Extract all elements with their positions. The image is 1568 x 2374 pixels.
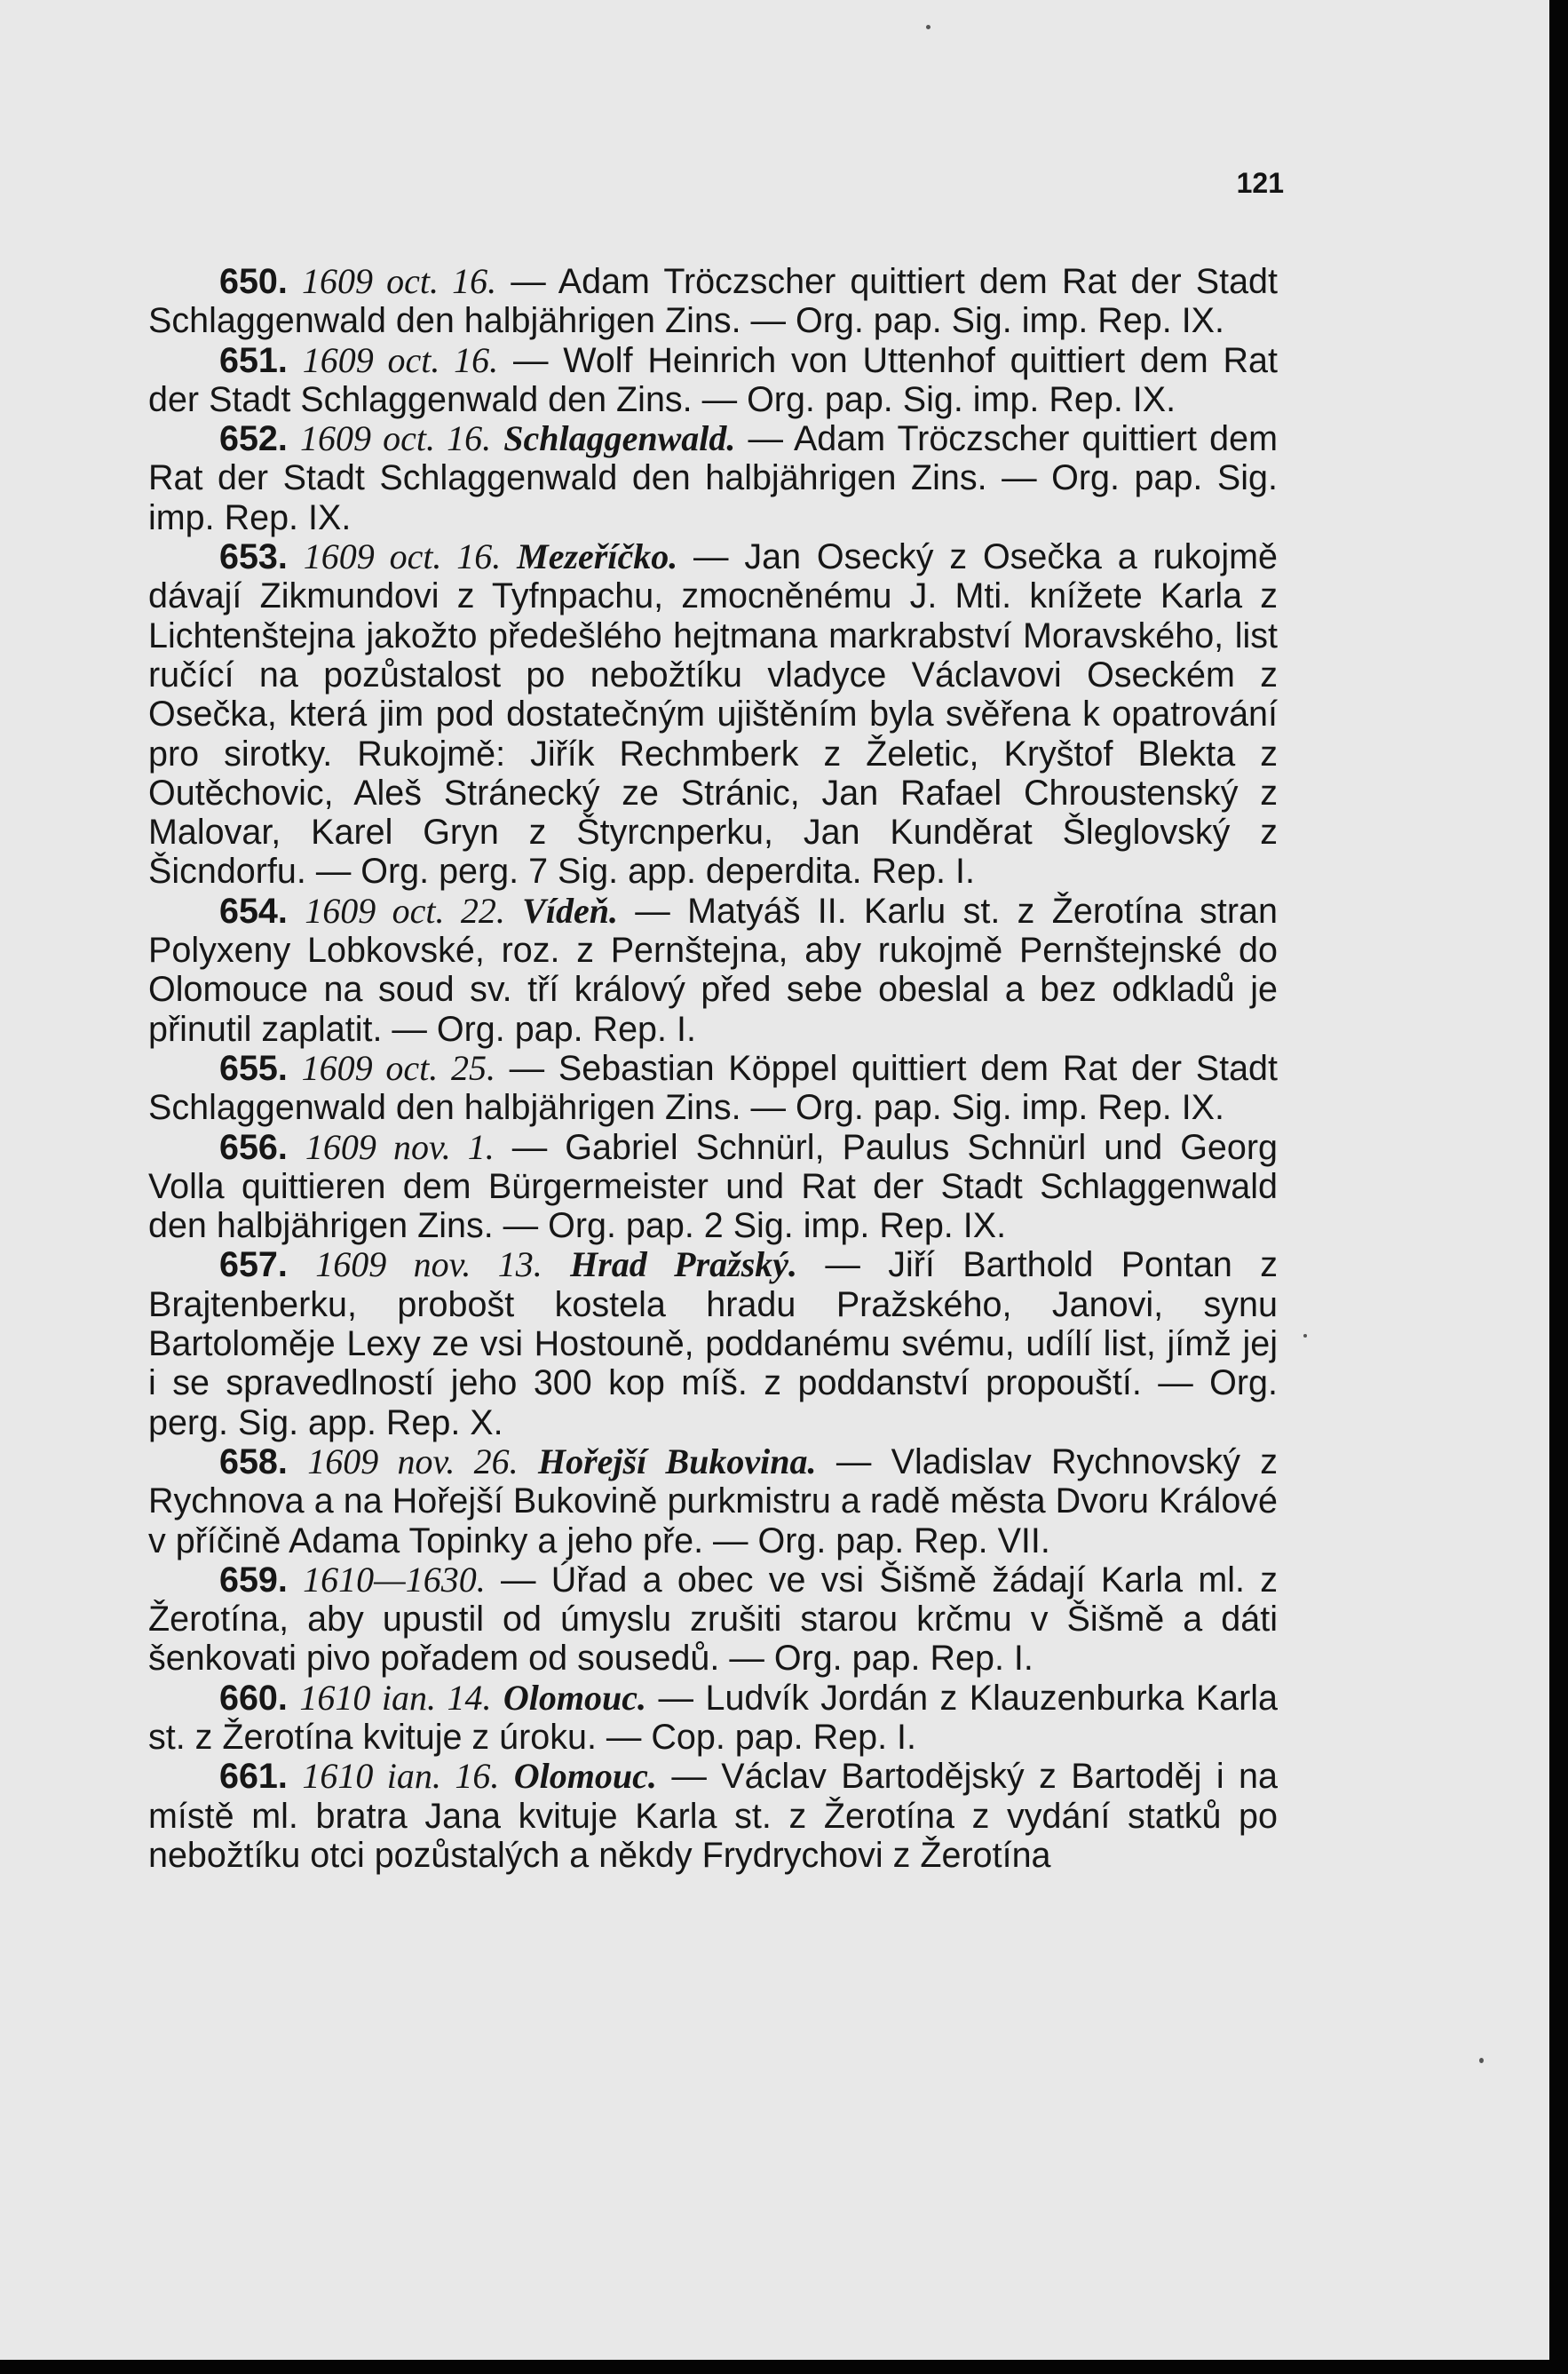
entry-text: — Úřad a obec ve vsi Šišmě žádají Karla ml. z Žerotína, aby upustil od úmyslu zrušiti starou krčmu v Šišmě a dáti šenkovati pivo pořadem od sousedů. — Org. pap. Rep. I.: [148, 1560, 1278, 1679]
entry-place: Schlaggenwald.: [503, 418, 736, 459]
entry-text: — Vladislav Rychnovský z Rychnova a na Hořejší Bukovině purkmistru a radě města Dvoru Králové v příčině Adama Topinky a jeho pře. — Org. pap. Rep. VII.: [148, 1441, 1278, 1560]
entry-653: [148, 537, 1278, 892]
page-number: 121: [1236, 167, 1284, 199]
entry-text: — Sebastian Köppel quittiert dem Rat der Stadt Schlaggenwald den halbjährigen Zins. — Org. pap. Sig. imp. Rep. IX.: [148, 1048, 1278, 1128]
entry-number: 654.: [219, 891, 288, 931]
entry-text: — Matyáš II. Karlu st. z Žerotína stran Polyxeny Lobkovské, roz. z Pernštejna, aby rukojmě Pernštejnské do Olomouce na soud sv. tří králový před sebe obeslal a bez odkladů je přinutil zaplatit. — Org. pap. Rep. I.: [148, 891, 1278, 1049]
entry-number: 650.: [219, 262, 288, 301]
entry-number: 653.: [219, 537, 288, 577]
entry-text: — Ludvík Jordán z Klauzenburka Karla st. z Žerotína kvituje z úroku. — Cop. pap. Rep. I.: [148, 1678, 1278, 1757]
entry-place: Mezeříčko.: [517, 536, 678, 577]
entry-number: 651.: [219, 340, 288, 380]
entry-656: [148, 1128, 1278, 1246]
entry-658: [148, 1442, 1278, 1560]
entry-number: 656.: [219, 1127, 288, 1167]
entry-660: [148, 1679, 1278, 1758]
paper-speck: [1479, 2058, 1484, 2063]
paper-speck: [926, 25, 931, 29]
entry-text: — Jiří Barthold Pontan z Brajtenberku, probošt kostela hradu Pražského, Janovi, synu Bartoloměje Lexy ze vsi Hostouně, poddanému svému, udílí list, jímž jej i se spravedlností jeho 300 kop míš. z poddanství propouští. — Org. perg. Sig. app. Rep. X.: [148, 1245, 1278, 1442]
entry-651: [148, 341, 1278, 420]
page-body: [148, 262, 1278, 1875]
entry-text: — Adam Tröczscher quittiert dem Rat der Stadt Schlaggenwald den halbjährigen Zins. — Org. pap. Sig. imp. Rep. IX.: [148, 262, 1278, 341]
entry-650: [148, 262, 1278, 341]
entry-date: 1609 nov. 1.: [305, 1126, 495, 1167]
entry-date: 1610—1630.: [303, 1559, 486, 1600]
entry-place: Hrad Pražský.: [570, 1244, 798, 1285]
entry-number: 659.: [219, 1560, 288, 1600]
entry-text: — Gabriel Schnürl, Paulus Schnürl und Georg Volla quittieren dem Bürgermeister und Rat der Stadt Schlaggenwald den halbjährigen Zins. — Org. pap. 2 Sig. imp. Rep. IX.: [148, 1127, 1278, 1246]
entry-date: 1609 oct. 16.: [302, 261, 497, 301]
entry-date: 1609 oct. 25.: [301, 1047, 495, 1088]
entry-657: [148, 1245, 1278, 1441]
entry-text: — Jan Osecký z Osečka a rukojmě dávají Zikmundovi z Tyfnpachu, zmocněnému J. Mti. knížete Karla z Lichtenštejna jakožto předešlého hejtmana markrabství Moravského, list ručící na pozůstalost po nebožtíku vladyce Václavovi Oseckém z Osečka, která jim pod dostatečným ujištěním byla svěřena k opatrování pro sirotky. Rukojmě: Jiřík Rechmberk z Želetic, Kryštof Blekta z Outěchovic, Aleš Stránecký ze Stránic, Jan Rafael Chroustenský z Malovar, Karel Gryn z Štyrcnperku, Jan Kunděrat Šleglovský z Šicndorfu. — Org. perg. 7 Sig. app. deperdita. Rep. I.: [148, 537, 1278, 892]
entry-place: Olomouc.: [503, 1677, 647, 1718]
entry-date: 1609 oct. 16.: [300, 418, 492, 459]
entry-date: 1610 ian. 14.: [299, 1677, 492, 1718]
entry-date: 1609 oct. 22.: [305, 890, 505, 931]
entry-661: [148, 1757, 1278, 1875]
entry-text: — Wolf Heinrich von Uttenhof quittiert dem Rat der Stadt Schlaggenwald den Zins. — Org. pap. Sig. imp. Rep. IX.: [148, 340, 1278, 419]
entry-number: 661.: [219, 1757, 288, 1797]
entry-date: 1610 ian. 16.: [302, 1756, 500, 1797]
paper-speck: [1303, 1334, 1307, 1338]
entry-652: [148, 419, 1278, 537]
entry-654: [148, 892, 1278, 1049]
entry-number: 652.: [219, 419, 288, 459]
entry-place: Vídeň.: [522, 890, 618, 931]
entry-number: 657.: [219, 1245, 288, 1285]
entry-text: — Václav Bartodějský z Bartoděj i na místě ml. bratra Jana kvituje Karla st. z Žerotína z vydání statků po nebožtíku otci pozůstalých a někdy Frydrychovi z Žerotína: [148, 1757, 1278, 1875]
entry-date: 1609 oct. 16.: [303, 536, 502, 577]
entry-date: 1609 oct. 16.: [302, 339, 499, 380]
entry-number: 655.: [219, 1048, 288, 1088]
entry-place: Olomouc.: [513, 1756, 657, 1797]
entry-number: 658.: [219, 1441, 288, 1481]
entry-655: [148, 1049, 1278, 1128]
entry-text: — Adam Tröczscher quittiert dem Rat der Stadt Schlaggenwald den halbjährigen Zins. — Org. pap. Sig. imp. Rep. IX.: [148, 419, 1278, 537]
entry-number: 660.: [219, 1678, 288, 1718]
entry-place: Hořejší Bukovina.: [537, 1441, 817, 1481]
entry-date: 1609 nov. 13.: [315, 1244, 542, 1285]
entry-date: 1609 nov. 26.: [307, 1441, 519, 1481]
entry-659: [148, 1560, 1278, 1679]
